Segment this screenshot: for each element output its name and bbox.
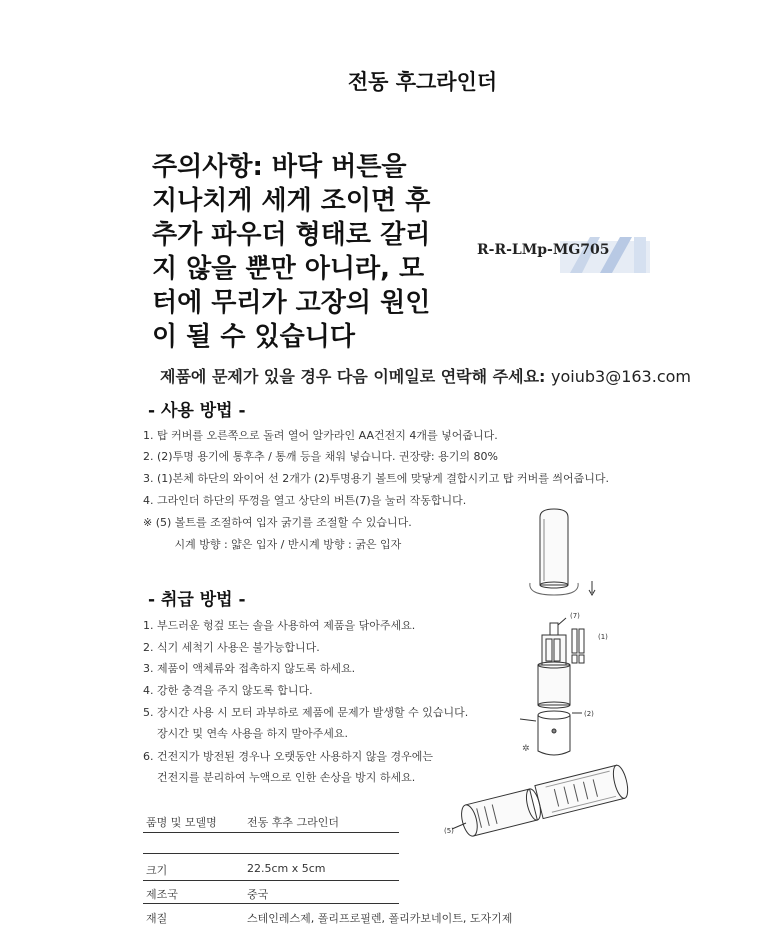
label-2: (2) (584, 710, 594, 718)
spec-key: 제조국 (146, 888, 178, 901)
spec-row (143, 808, 399, 832)
warning-line: 지나치게 세게 조이면 후 (152, 186, 431, 216)
list-item: 5. 장시간 사용 시 모터 과부하로 제품에 문제가 발생할 수 있습니다. (143, 706, 469, 719)
spec-row (143, 904, 513, 928)
spec-value: 중국 (247, 888, 269, 901)
spec-value: 스테인레스제, 폴리프로필렌, 폴리카보네이트, 도자기제 (247, 912, 513, 925)
list-item: 2. 식기 세척기 사용은 불가능합니다. (143, 641, 320, 654)
list-item: 1. 탑 커버를 오른쪽으로 돌려 열어 알카라인 AA건전지 4개를 넣어줍니다. (143, 429, 498, 442)
spec-row (143, 856, 399, 880)
peppercorn-icon: ✲ (522, 744, 530, 754)
spec-key: 품명 및 모델명 (146, 816, 217, 829)
list-item: 건전지를 분리하여 누액으로 인한 손상을 방지 하세요. (143, 771, 416, 784)
warning-line: 주의사항: 바닥 버튼을 (152, 152, 407, 182)
list-item: 1. 부드러운 헝겊 또는 솔을 사용하여 제품을 닦아주세요. (143, 619, 416, 632)
handling-heading: - 취급 방법 - (148, 590, 246, 610)
warning-line: 터에 무리가 고장의 원인 (152, 288, 431, 318)
list-item: 3. 제품이 액체류와 접촉하지 않도록 하세요. (143, 662, 356, 675)
spec-value: 22.5cm x 5cm (247, 862, 326, 875)
contact-email[interactable]: yoiub3@163.com (551, 367, 691, 386)
grinder-perspective-drawing (458, 764, 630, 838)
list-item: 시계 방향 : 얇은 입자 / 반시계 방향 : 굵은 입자 (143, 538, 402, 551)
spec-key: 재질 (146, 912, 168, 925)
label-7: (7) (570, 612, 580, 620)
warning-text (152, 150, 452, 354)
contact-line (160, 364, 691, 387)
motor-body-drawing (538, 612, 608, 708)
warning-line: 추가 파우더 형태로 갈리 (152, 220, 431, 250)
list-item: 6. 건전지가 방전된 경우나 오랫동안 사용하지 않을 경우에는 (143, 750, 433, 763)
spec-divider (143, 853, 399, 854)
list-item: ※ (5) 볼트를 조절하여 입자 굵기를 조절할 수 있습니다. (143, 516, 412, 529)
list-item: 장시간 및 연속 사용을 하지 말아주세요. (143, 727, 348, 740)
page-title: 전동 후그라인더 (347, 70, 498, 94)
warning-line: 지 않을 뿐만 아니라, 모 (152, 254, 425, 284)
warning-line: 이 될 수 있습니다 (152, 322, 355, 352)
list-item: 3. (1)본체 하단의 와이어 선 2개가 (2)투명용기 볼트에 맞닿게 결합시키고 탑 커버를 씌어줍니다. (143, 472, 610, 485)
spec-row (143, 880, 399, 904)
list-item: 4. 그라인더 하단의 뚜껑을 열고 상단의 버튼(7)을 눌러 작동합니다. (143, 494, 467, 507)
label-1: (1) (598, 633, 608, 641)
grinder-assembly-diagram (438, 505, 638, 845)
usage-heading: - 사용 방법 - (148, 401, 246, 421)
model-code: R-R-LMp-MG705 (477, 242, 610, 258)
top-cover-drawing (530, 509, 595, 595)
label-5: (5) (444, 827, 454, 835)
contact-text: 제품에 문제가 있을 경우 다음 이메일로 연락해 주세요: (160, 367, 546, 386)
spec-key: 크기 (146, 864, 168, 877)
container-drawing (520, 710, 594, 755)
list-item: 4. 강한 충격을 주지 않도록 합니다. (143, 684, 313, 697)
list-item: 2. (2)투명 용기에 통후추 / 통깨 등을 채워 넣습니다. 권장량: 용기의 80% (143, 450, 498, 463)
spec-value: 전동 후추 그라인더 (247, 816, 340, 829)
